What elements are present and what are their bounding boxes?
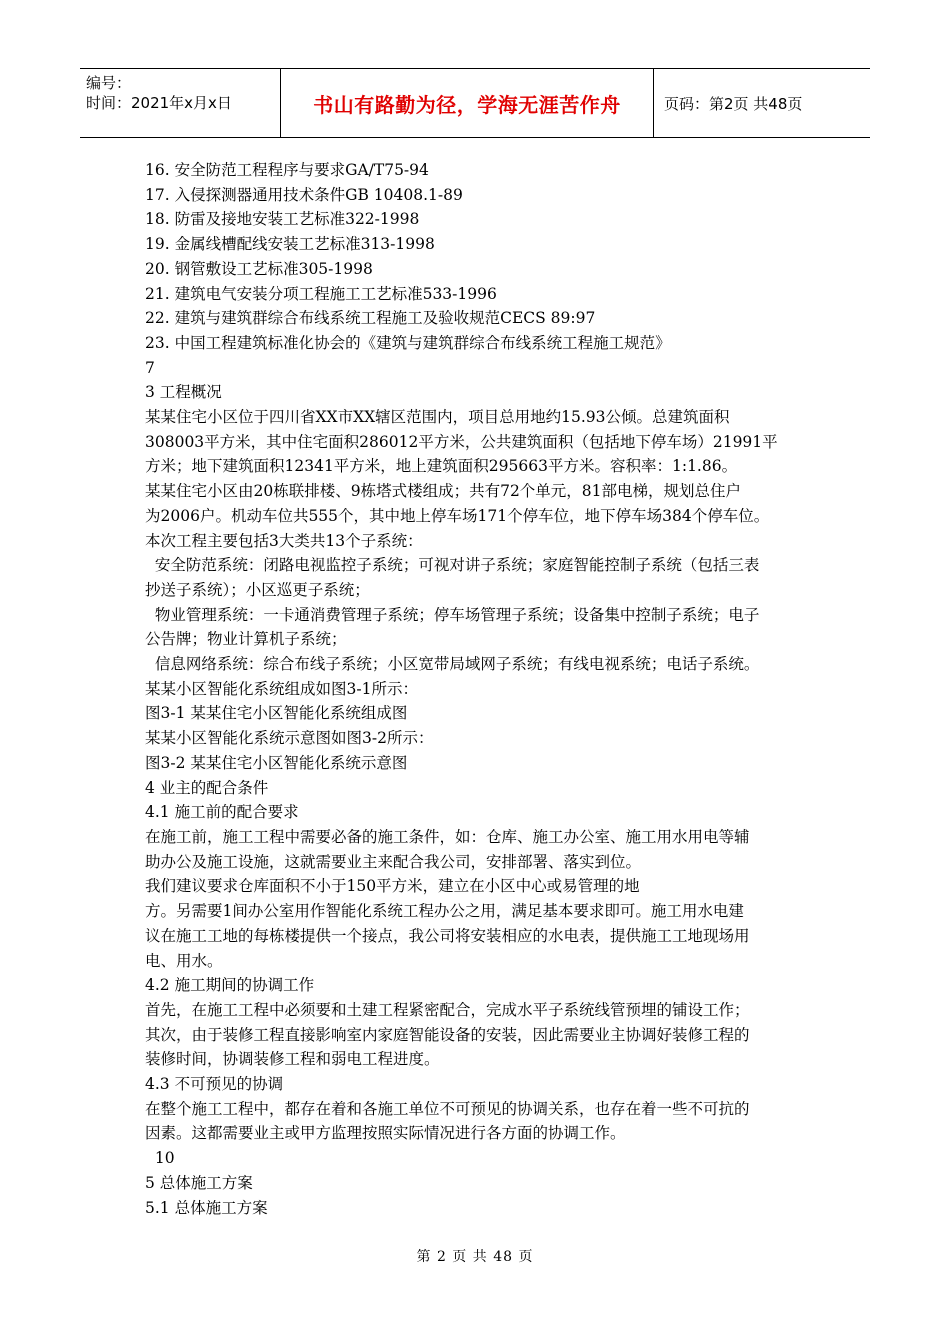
section-heading: 4 业主的配合条件	[145, 778, 269, 797]
body-line: 20. 钢管敷设工艺标准305-1998	[145, 259, 373, 278]
body-line: 为2006户。机动车位共555个，其中地上停车场171个停车位，地下停车场384个停车位。	[145, 506, 770, 525]
body-line: 抄送子系统）；小区巡更子系统；	[145, 580, 370, 599]
body-line: 21. 建筑电气安装分项工程施工工艺标准533-1996	[145, 284, 497, 303]
body-line: 在整个施工工程中，都存在着和各施工单位不可预见的协调关系，也存在着一些不可抗的	[145, 1099, 750, 1118]
body-line: 方。另需要1间办公室用作智能化系统工程办公之用，满足基本要求即可。施工用水电建	[145, 902, 744, 921]
body-line: 首先，在施工工程中必须要和土建工程紧密配合，完成水平子系统线管预埋的铺设工作；	[145, 1000, 750, 1019]
subsection-heading: 4.3 不可预见的协调	[145, 1075, 284, 1094]
body-line: 在施工前，施工工程中需要必备的施工条件，如：仓库、施工办公室、施工用水用电等辅	[145, 827, 750, 846]
body-line: 23. 中国工程建筑标准化协会的《建筑与建筑群综合布线系统工程施工规范》	[145, 333, 671, 352]
body-line: 17. 入侵探测器通用技术条件GB 10408.1-89	[145, 185, 463, 204]
body-line: 物业管理系统：一卡通消费管理子系统；停车场管理子系统；设备集中控制子系统；电子	[145, 605, 760, 624]
section-heading: 5 总体施工方案	[145, 1173, 253, 1192]
doc-number-label: 编号：	[86, 74, 132, 92]
header-motto: 书山有路勤为径，学海无涯苦作舟	[280, 69, 654, 137]
body-line: 因素。这都需要业主或甲方监理按照实际情况进行各方面的协调工作。	[145, 1124, 626, 1143]
body-line: 我们建议要求仓库面积不小于150平方米，建立在小区中心或易管理的地	[145, 877, 640, 896]
page-marker: 10	[145, 1149, 175, 1168]
body-line: 22. 建筑与建筑群综合布线系统工程施工及验收规范CECS 89:97	[145, 309, 596, 328]
body-line: 某某住宅小区由20栋联排楼、9栋塔式楼组成；共有72个单元，81部电梯，规划总住户	[145, 482, 742, 501]
figure-caption: 图3-2 某某住宅小区智能化系统示意图	[145, 753, 408, 772]
body-line: 助办公及施工设施，这就需要业主来配合我公司，安排部署、落实到位。	[145, 852, 642, 871]
body-line: 某某小区智能化系统示意图如图3-2所示：	[145, 729, 434, 748]
subsection-heading: 4.1 施工前的配合要求	[145, 803, 299, 822]
section-heading: 3 工程概况	[145, 383, 222, 402]
body-line: 其次，由于装修工程直接影响室内家庭智能设备的安装，因此需要业主协调好装修工程的	[145, 1025, 750, 1044]
body-line: 方米；地下建筑面积12341平方米，地上建筑面积295663平方米。容积率：1:1.86。	[145, 457, 738, 476]
body-line: 安全防范系统：闭路电视监控子系统；可视对讲子系统；家庭智能控制子系统（包括三表	[145, 556, 760, 575]
body-line: 308003平方米，其中住宅面积286012平方米，公共建筑面积（包括地下停车场）21991平	[145, 432, 778, 451]
body-line: 某某小区智能化系统组成如图3-1所示：	[145, 679, 418, 698]
body-line: 18. 防雷及接地安装工艺标准322-1998	[145, 210, 420, 229]
document-body	[145, 158, 825, 1220]
body-line: 电、用水。	[145, 951, 223, 970]
body-line: 本次工程主要包括3大类共13个子系统：	[145, 531, 423, 550]
body-line: 某某住宅小区位于四川省XX市XX辖区范围内，项目总用地约15.93公倾。总建筑面积	[145, 408, 730, 427]
figure-caption: 图3-1 某某住宅小区智能化系统组成图	[145, 704, 408, 723]
page-marker: 7	[145, 358, 155, 377]
date-line: 时间：2021年x月x日	[86, 94, 232, 112]
page-footer: 第 2 页 共 48 页	[416, 1249, 534, 1265]
subsection-heading: 4.2 施工期间的协调工作	[145, 976, 315, 995]
header-meta	[80, 69, 280, 137]
body-line: 公告牌；物业计算机子系统；	[145, 630, 347, 649]
subsection-heading: 5.1 总体施工方案	[145, 1198, 268, 1217]
body-line: 16. 安全防范工程程序与要求GA/T75-94	[145, 161, 429, 179]
body-line: 装修时间，协调装修工程和弱电工程进度。	[145, 1050, 440, 1069]
body-line: 19. 金属线槽配线安装工艺标准313-1998	[145, 235, 435, 254]
header-page-info: 页码：第2页 共48页	[664, 94, 803, 113]
body-line: 议在施工工地的每栋楼提供一个接点，我公司将安装相应的水电表，提供施工工地现场用	[145, 926, 750, 945]
body-line: 信息网络系统：综合布线子系统；小区宽带局域网子系统；有线电视系统；电话子系统。	[145, 655, 760, 674]
page-header	[80, 68, 870, 138]
